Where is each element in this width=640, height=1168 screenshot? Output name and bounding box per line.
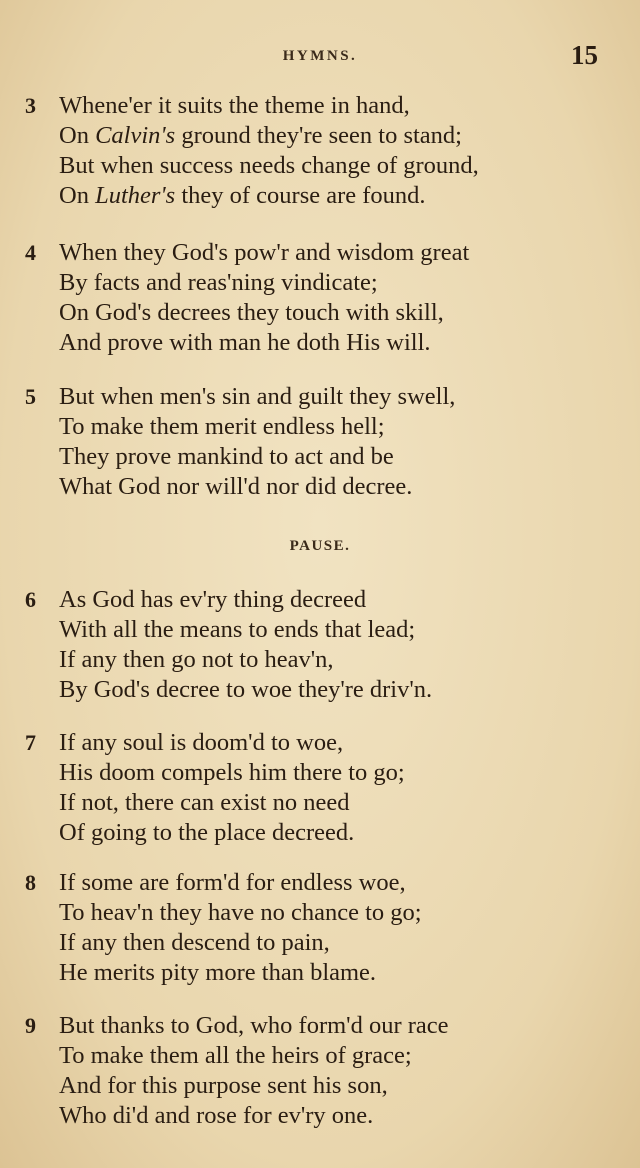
verse-line: 8 If some are form'd for endless woe, — [25, 869, 406, 896]
stanza-number: 3 — [25, 93, 36, 118]
verse-line: They prove mankind to act and be — [59, 443, 394, 470]
stanza-8 — [0, 868, 640, 988]
verse-line: With all the means to ends that lead; — [59, 616, 416, 643]
stanza-9 — [0, 1011, 640, 1131]
verse-line: On Calvin's ground they're seen to stand; — [59, 122, 462, 149]
verse-line: Of going to the place decreed. — [59, 819, 355, 846]
stanza-3 — [0, 91, 640, 211]
stanza-7 — [0, 728, 640, 848]
verse-line: If not, there can exist no need — [59, 789, 350, 816]
stanza-number: 5 — [25, 384, 36, 409]
stanza-number: 7 — [25, 730, 36, 755]
verse-line: On Luther's they of course are found. — [59, 182, 426, 209]
verse-line: But when success needs change of ground, — [59, 152, 479, 179]
verse-line: Who di'd and rose for ev'ry one. — [59, 1102, 374, 1129]
running-head: HYMNS. — [282, 48, 358, 64]
verse-line: 9 But thanks to God, who form'd our race — [25, 1012, 449, 1039]
verse-line: 6 As God has ev'ry thing decreed — [25, 586, 367, 613]
stanza-number: 8 — [25, 870, 36, 895]
verse-line: To heav'n they have no chance to go; — [59, 899, 422, 926]
verse-line: His doom compels him there to go; — [59, 759, 405, 786]
stanza-number: 4 — [25, 240, 36, 265]
verse-line: 4 When they God's pow'r and wisdom great — [25, 239, 470, 266]
verse-line: To make them all the heirs of grace; — [59, 1042, 412, 1069]
verse-line: And prove with man he doth His will. — [59, 329, 431, 356]
verse-line: By God's decree to woe they're driv'n. — [59, 676, 433, 703]
italic-name: Luther's — [95, 182, 176, 209]
verse-line: 3 Whene'er it suits the theme in hand, — [25, 92, 410, 119]
verse-line: If any then go not to heav'n, — [59, 646, 334, 673]
verse-line: He merits pity more than blame. — [59, 959, 377, 986]
verse-line: And for this purpose sent his son, — [59, 1072, 388, 1099]
stanza-number: 6 — [25, 587, 36, 612]
verse-line: By facts and reas'ning vindicate; — [59, 269, 378, 296]
verse-line: To make them merit endless hell; — [59, 413, 385, 440]
verse-line: On God's decrees they touch with skill, — [59, 299, 444, 326]
pause-heading: PAUSE. — [289, 538, 351, 554]
stanza-number: 9 — [25, 1013, 36, 1038]
italic-name: Calvin's — [95, 122, 176, 149]
verse-line: If any then descend to pain, — [59, 929, 330, 956]
verse-line: 5 But when men's sin and guilt they swell, — [25, 383, 456, 410]
page-header — [0, 40, 640, 76]
verse-line: What God nor will'd nor did decree. — [59, 473, 413, 500]
stanza-5 — [0, 382, 640, 502]
stanza-6 — [0, 585, 640, 705]
page-number: 15 — [571, 40, 598, 70]
verse-line: 7 If any soul is doom'd to woe, — [25, 729, 344, 756]
stanza-4 — [0, 238, 640, 358]
